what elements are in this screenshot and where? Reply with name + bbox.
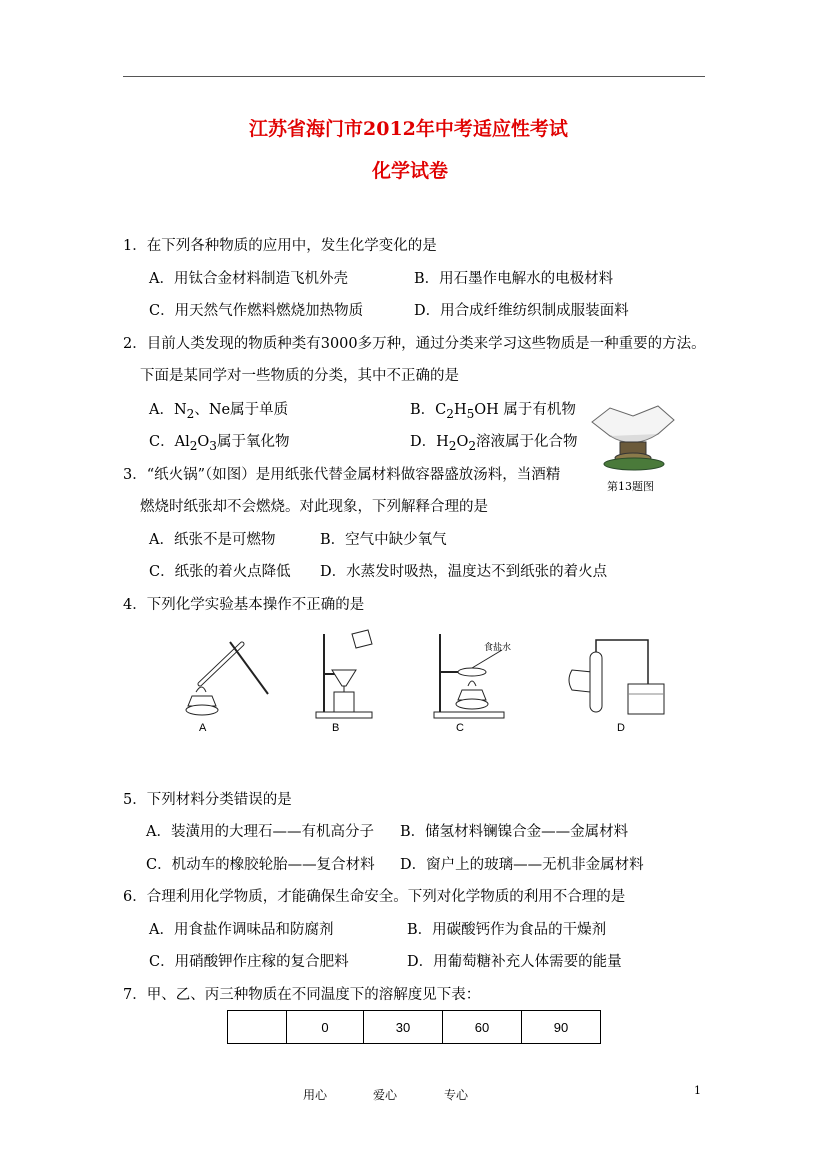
apparatus-a-heating-tube (180, 636, 270, 720)
q2-option-c: C．$Al_2O_3$属于氧化物 (149, 434, 290, 453)
apparatus-a-label: A (199, 722, 207, 734)
footer-motto-1: 用心 (303, 1088, 328, 1102)
table-header-cell (228, 1011, 287, 1044)
exam-title: 江苏省海门市2012年中考适应性考试 (249, 118, 568, 140)
q3-stem-line2: 燃烧时纸张却不会燃烧。对此现象，下列解释合理的是 (140, 499, 488, 515)
table-row (228, 1011, 601, 1044)
q3-option-c: C．纸张的着火点降低 (149, 564, 291, 580)
q3-option-b: B．空气中缺少氧气 (320, 532, 447, 548)
q6-option-b: B．用碳酸钙作为食品的干燥剂 (407, 922, 607, 938)
table-header-cell: 30 (364, 1011, 443, 1044)
q1-option-a: A．用钛合金材料制造飞机外壳 (149, 271, 348, 287)
paper-hotpot-figure (588, 404, 678, 476)
q6-option-c: C．用硝酸钾作庄稼的复合肥料 (149, 954, 349, 970)
apparatus-d-label: D (617, 722, 625, 734)
exam-subtitle: 化学试卷 (372, 160, 449, 182)
footer-motto-2: 爱心 (373, 1088, 398, 1102)
header-rule (123, 76, 705, 77)
q1-option-d: D．用合成纤维纺织制成服装面料 (414, 303, 629, 319)
q2-stem-line2: 下面是某同学对一些物质的分类，其中不正确的是 (140, 368, 459, 384)
table-header-cell: 60 (443, 1011, 522, 1044)
q3-option-d: D．水蒸发时吸热，温度达不到纸张的着火点 (320, 564, 608, 580)
q5-option-c: C．机动车的橡胶轮胎——复合材料 (146, 857, 375, 873)
q1-option-b: B．用石墨作电解水的电极材料 (414, 271, 614, 287)
q5-stem: 5．下列材料分类错误的是 (123, 792, 292, 808)
q1-stem: 1．在下列各种物质的应用中，发生化学变化的是 (123, 238, 437, 254)
salt-water-label: 食盐水 (484, 643, 512, 653)
q2-option-b: B．$C_2H_5OH$ 属于有机物 (410, 402, 576, 421)
q5-option-a: A．装潢用的大理石——有机高分子 (146, 824, 374, 840)
table-header-cell: 90 (522, 1011, 601, 1044)
q2-option-a: A．$N_2$、Ne属于单质 (149, 402, 289, 421)
q6-stem: 6．合理利用化学物质，才能确保生命安全。下列对化学物质的利用不合理的是 (123, 889, 626, 905)
q3-stem-line1: 3．“纸火锅”（如图）是用纸张代替金属材料做容器盛放汤料，当酒精 (123, 467, 561, 483)
apparatus-c-label: C (456, 722, 464, 734)
footer-motto-3: 专心 (444, 1088, 469, 1102)
page-number: 1 (694, 1084, 701, 1097)
q1-option-c: C．用天然气作燃料燃烧加热物质 (149, 303, 364, 319)
q2-option-d: D．$H_2O_2$溶液属于化合物 (410, 434, 578, 453)
solubility-table (227, 1010, 601, 1044)
apparatus-d-airtightness (562, 630, 672, 720)
q5-option-d: D．窗户上的玻璃——无机非金属材料 (400, 857, 644, 873)
apparatus-b-filtration (312, 630, 382, 720)
table-header-cell: 0 (287, 1011, 364, 1044)
apparatus-b-label: B (332, 722, 340, 734)
q7-stem: 7．甲、乙、丙三种物质在不同温度下的溶解度见下表： (123, 987, 481, 1003)
hotpot-figure-caption: 第13题图 (607, 480, 654, 493)
q4-stem: 4．下列化学实验基本操作不正确的是 (123, 597, 365, 613)
q6-option-a: A．用食盐作调味品和防腐剂 (149, 922, 334, 938)
q3-option-a: A．纸张不是可燃物 (149, 532, 276, 548)
q5-option-b: B．储氢材料镧镍合金——金属材料 (400, 824, 629, 840)
q2-stem-line1: 2．目前人类发现的物质种类有3000多万种，通过分类来学习这些物质是一种重要的方法。 (123, 336, 706, 352)
q6-option-d: D．用葡萄糖补充人体需要的能量 (407, 954, 622, 970)
